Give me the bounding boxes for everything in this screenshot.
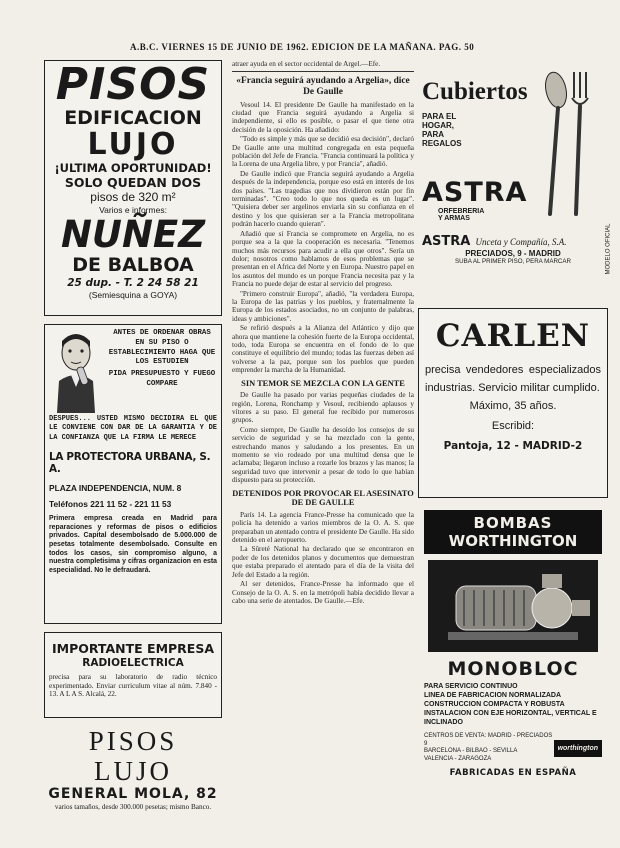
bombas-header [424,510,602,554]
pisos-line1: EDIFICACION [64,107,202,129]
article-paragraph: La Sûreté National ha declarado que se encontraron en poder de los detenidos planos y documentos que demuestran que estaba preparado el atentado para el día de la visita del Jefe del Estado a la región. [232,545,414,579]
bombas-feature: LINEA DE FABRICACION NORMALIZADA [424,692,562,699]
article-paragraph: De Gaulle ha pasado por varias pequeñas ciudades de la región, Lorena, Ronchamp y Vesoul, recibiendo aplausos y vítores a su paso. El general fue recibido por numerosos grupos. [232,391,414,425]
bombas-feature: CONSTRUCCION COMPACTA Y ROBUSTA [424,701,565,708]
carlen-body2: Máximo, 35 años. [469,400,557,412]
article-paragraph: De Gaulle indicó que Francia seguirá ayudando a Argelia después de la independencia, porque eso está en interés de los dos países. "Las tragedias que nos dividieron están por fin terminadas". "Creo todo lo que nos queda es un lugar". "Quisiera deber ser argelinos enviarla sin su confianza en el destino y los que quisieran ser a la Francia metropolitana podrán hacerlo cuando quieran". [232,169,414,229]
article-paragraph: "Primero construir Europa", añadió, "la verdadera Europa, la Europa de las patrias y los pueblos, y fraternalmente la Europa de los estados asociados, no un conjunto de palabras, ideas y ambiciones". [232,289,414,323]
bombas-dealers-row [424,733,602,763]
cubiertos-line2: HOGAR, [422,121,454,130]
bombas-ad [418,510,608,796]
protectora-body: DESPUES... USTED MISMO DECIDIRA EL QUE LE CONVIENE CON DAR DE LA GARANTIA Y DE LA CONFIANZA QUE LA FIRMA LE MERECE [49,415,217,442]
article-paragraph: "Todo es simple y más que se decidió esa decisión", declaró De Gaulle ante una multitud congregada en esta pequeña población del Jefe de Francia. "Francia continuará la política y la Lorena de una Argelia libre, y por Francia", añadió. [232,135,414,169]
cubiertos-line4: REGALOS [422,139,462,148]
protectora-phones: Teléfonos 221 11 52 - 221 11 53 [49,499,172,510]
article-headline: «Francia seguirá ayudando a Argelia», dice De Gaulle [236,76,410,97]
astra-footer [422,230,604,249]
cubiertos-title: Cubiertos [422,78,528,105]
page-header: A.B.C. VIERNES 15 DE JUNIO DE 1962. EDICION DE LA MAÑANA. PAG. 50 [130,42,475,52]
astra-sub1: ORFEBRERIA [438,208,485,215]
pisos-title: PISOS [55,59,211,110]
article-paragraph: París 14. La agencia France-Presse ha comunicado que la policía ha detenido a varios miembros de la O. A. S. que preparaban un atentado contra el presidente De Gaulle. Ha sido detenido en el aeropuerto. [232,510,415,545]
pisos-line9: 25 dup. - T. 2 24 58 21 [67,277,199,289]
astra-footer-company: Unceta y Compañía, S.A. [475,237,567,247]
carlen-title: CARLEN [435,318,591,354]
protectora-intro: ANTES DE ORDENAR OBRAS EN SU PISO O ESTABLECIMIENTO HAGA QUE LOS ESTUDIEN [108,329,216,367]
bombas-dealer-line: VALENCIA - ZARAGOZA [424,755,492,762]
pisos-line8: DE BALBOA [72,254,194,276]
article-paragraph: Vesoul 14. El presidente De Gaulle ha manifestado en la ciudad que Francia seguirá ayudando a Argelia si independiente, si ello es posible, o pasar el que tiene otra decisión de la oposición. Ha añadido: [232,100,414,134]
cubiertos-line3: PARA [422,130,445,139]
empresa-ad [44,632,222,718]
carlen-body1: precisa vendedores especializados industrias. Servicio militar cumplido. [425,364,601,394]
pisos-line2: LUJO [87,127,179,162]
right-column [418,60,612,796]
pisos-lujo-subtitle: GENERAL MOLA, 82 [48,786,218,802]
pisos-lujo-ad [44,726,222,812]
bombas-model: MONOBLOC [447,658,579,680]
article-subhead: SIN TEMOR SE MEZCLA CON LA GENTE [241,378,405,388]
protectora-ad [44,324,222,624]
cutlery-illustration [536,68,594,218]
bombas-dealer-line: BARCELONA - BILBAO - SEVILLA [424,748,518,755]
article-paragraph: Como siempre, De Gaulle ha desoído los consejos de su servicio de seguridad y se ha mezclado con la gente, estrechando manos y saludando a los presentes. En un momento se vio rodeado por una multitud densa que le aclamaba; llegaron incluso a rozarle los brazos y las manos; la seguridad tuvo que intervenir a pesar de todo lo que habían dispuesto para su protección. [232,425,414,485]
astra-footer-line1: PRECIADOS, 9 - MADRID [465,249,561,258]
pump-illustration [428,560,598,652]
pisos-line6: Varios e informes: [99,205,167,215]
empresa-subtitle: RADIOELECTRICA [82,657,184,669]
astra-footer-line2: SUBA AL PRIMER PISO, PERA MARCAR [455,258,571,265]
astra-footer-brand: ASTRA [422,234,471,249]
article-lead: atraer ayuda en el sector occidental de Argel.—Efe. [232,60,381,68]
pisos-ad [44,60,222,316]
bombas-dealers [424,733,554,763]
article-subhead: DETENIDOS POR PROVOCAR EL ASESINATO DE DE GAULLE [232,488,414,508]
carlen-body3: Escribid: [491,420,535,432]
man-portrait-illustration [49,329,103,413]
protectora-name: LA PROTECTORA URBANA, S. A. [49,451,211,476]
pisos-line5: pisos de 320 m² [90,190,176,204]
worthington-logo: worthington [554,740,602,757]
bombas-title1: BOMBAS [473,514,553,532]
bombas-features [424,682,602,727]
left-column [44,60,222,812]
pisos-lujo-title: PISOS LUJO [88,726,178,786]
bombas-title2: WORTHINGTON [448,532,578,550]
divider [232,71,414,72]
article-column [232,60,414,840]
pisos-lujo-body: varios tamaños, desde 300.000 pesetas; mismo Banco. [54,803,212,811]
bombas-dealer-line: CENTROS DE VENTA: MADRID - PRECIADOS 9 [424,733,553,747]
pisos-line7: NUÑEZ [60,213,206,256]
carlen-ad [418,308,608,498]
cubiertos-line1: PARA EL [422,112,457,121]
bombas-footer: FABRICADAS EN ESPAÑA [449,768,577,779]
article-paragraph: Se refirió después a la Alianza del Atlántico y dijo que ahora que mantiene la cohesión fuerte de la Europa occidental, todo, toda Europa se encuentra en el fondo de lo que constituye el equilibrio del mundo; todas las fuerzas deben así volverse a la paz, porque son los pueblos que pueden emprender la marcha de la Humanidad. [232,324,414,375]
pisos-line10: (Semiesquina a GOYA) [88,290,178,300]
astra-vertical-text: MODELO OFICIAL [605,223,612,275]
astra-brand: ASTRA [422,177,528,208]
empresa-title: IMPORTANTE EMPRESA [51,641,215,656]
pisos-line3: ¡ULTIMA OPORTUNIDAD! [54,161,212,175]
carlen-address: Pantoja, 12 - MADRID-2 [443,440,583,452]
cubiertos-ad [418,60,612,300]
article-paragraph: Añadió que si Francia se compromete en Argelia, no es porque sea a la que la cooperación es necesaria. "Tenemos muchos más recursos para acudir a ella que otros". Sería un dolor; nosotros como hablamos de esos problemas que se presentan en el Africa del Norte y en Europa. Nuestro papel en los asuntos del mundo es un porque Francia necesita paz y la Francia no puede dejar de estar al servicio del progreso. [232,229,414,289]
protectora-address: PLAZA INDEPENDENCIA, NUM. 8 [49,483,182,494]
protectora-intro2: PIDA PRESUPUESTO Y FUEGO COMPARE [108,370,216,388]
article-paragraph: Al ser detenidos, France-Presse ha informado que el Consejo de la O. A. S. en la metrópoli había decidido llevar a cabo una serie de atentados. De Gaulle.—Efe. [232,580,414,605]
protectora-footer: Primera empresa creada en Madrid para reparaciones y reformas de pisos o edificios privados. Capital desembolsado de 5.000.000 de pesetas totalmente desembolsado. Consulte en todos los casos, sin compromiso alguno, a nuestra completisima y cifras organizacion en esta especialidad. No le defraudará. [49,515,217,574]
bombas-feature: INSTALACION CON EJE HORIZONTAL, VERTICAL E INCLINADO [424,710,597,726]
bombas-feature: PARA SERVICIO CONTINUO [424,683,518,690]
astra-sub2: Y ARMAS [438,215,470,222]
empresa-body: precisa para su laboratorio de radio técnico experimentado. Enviar curriculum vitae al núm. 7.840 - 13. A L A S. Alcalá, 22. [49,673,217,699]
pisos-line4: SOLO QUEDAN DOS [64,175,202,190]
